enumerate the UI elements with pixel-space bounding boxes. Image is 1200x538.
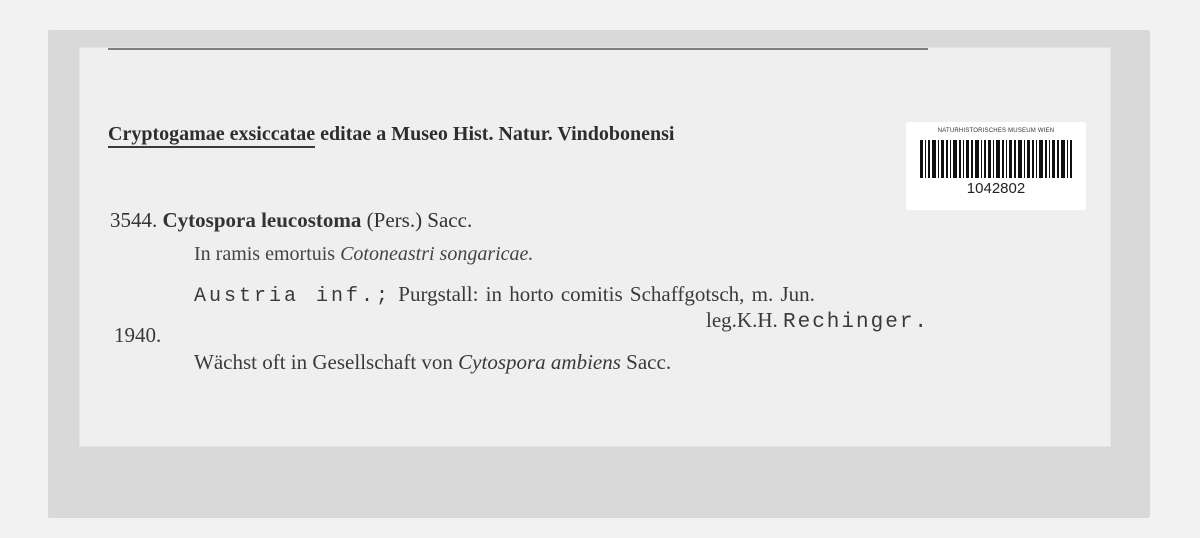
barcode-sticker (906, 122, 1086, 210)
species-line (110, 208, 472, 233)
locality-line (194, 282, 815, 308)
note-suffix: Sacc. (626, 350, 672, 374)
collector-surname: Rechinger. (783, 311, 930, 334)
habitat-prefix: In ramis emortuis (194, 243, 336, 265)
barcode-institution: NATURHISTORISCHES MUSEUM WIEN (937, 128, 1055, 134)
species-name: Cytospora leucostoma (162, 208, 362, 232)
species-author: (Pers.) Sacc. (366, 208, 473, 232)
host-species: Cotoneastri songaricae. (340, 243, 534, 265)
label-top-rule (108, 48, 928, 50)
collector-line (706, 308, 929, 334)
barcode-number: 1042802 (966, 180, 1026, 197)
collection-year: 1940. (114, 323, 162, 347)
note-species: Cytospora ambiens (458, 350, 621, 374)
exsiccata-number: 3544. (110, 208, 158, 232)
locality-detail: Purgstall: in horto comitis Schaffgotsch, m. Jun. (398, 282, 815, 306)
note-line (194, 350, 671, 375)
note-prefix: Wächst oft in Gesellschaft von (194, 350, 453, 374)
habitat-line (194, 243, 533, 266)
barcode-icon (920, 140, 1072, 178)
series-publisher: editae a Museo Hist. Natur. Vindobonensi (320, 123, 675, 145)
locality-country: Austria inf.; (194, 285, 392, 308)
series-header (108, 123, 674, 146)
series-title: Cryptogamae exsiccatae (108, 123, 315, 148)
collector-prefix: leg.K.H. (706, 308, 778, 332)
